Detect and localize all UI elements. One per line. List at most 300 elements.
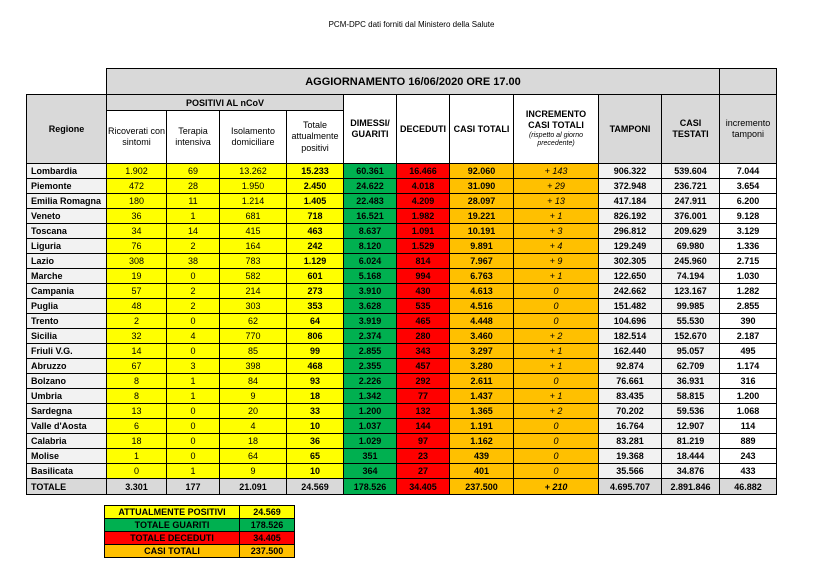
cell-casi-testati: 58.815	[662, 389, 720, 404]
cell-casi-testati: 69.980	[662, 239, 720, 254]
table-row	[27, 419, 777, 434]
cell-tamponi: 19.368	[599, 449, 662, 464]
table-row	[27, 329, 777, 344]
cell-tamponi: 826.192	[599, 209, 662, 224]
total-cell-dimessi: 178.526	[344, 479, 397, 495]
cell-incremento: 0	[514, 314, 599, 329]
table-row	[27, 284, 777, 299]
cell-incremento-tamponi: 316	[720, 374, 777, 389]
header-dimessi: DIMESSI/ GUARITI	[344, 95, 397, 164]
cell-casi-testati: 247.911	[662, 194, 720, 209]
cell-isolamento: 20	[220, 404, 287, 419]
cell-ricoverati: 8	[107, 374, 167, 389]
cell-ricoverati: 14	[107, 344, 167, 359]
cell-regione: Friuli V.G.	[27, 344, 107, 359]
cell-incremento: 0	[514, 374, 599, 389]
table-row	[27, 344, 777, 359]
header-terapia: Terapia intensiva	[167, 111, 220, 164]
header-incremento-tamponi: incremento tamponi	[720, 95, 777, 164]
cell-incremento: + 1	[514, 209, 599, 224]
cell-incremento: + 1	[514, 344, 599, 359]
cell-casi-totali: 10.191	[450, 224, 514, 239]
cell-incremento: 0	[514, 449, 599, 464]
table-row	[27, 179, 777, 194]
cell-terapia: 38	[167, 254, 220, 269]
cell-incremento: + 1	[514, 269, 599, 284]
cell-regione: Puglia	[27, 299, 107, 314]
cell-terapia: 0	[167, 269, 220, 284]
cell-incremento: + 143	[514, 164, 599, 179]
cell-ricoverati: 308	[107, 254, 167, 269]
cell-isolamento: 1.950	[220, 179, 287, 194]
header-casi-totali: CASI TOTALI	[450, 95, 514, 164]
cell-terapia: 11	[167, 194, 220, 209]
cell-incremento-tamponi: 1.282	[720, 284, 777, 299]
cell-deceduti: 1.529	[397, 239, 450, 254]
cell-tamponi: 70.202	[599, 404, 662, 419]
cell-dimessi: 1.029	[344, 434, 397, 449]
cell-totale-positivi: 468	[287, 359, 344, 374]
cell-isolamento: 303	[220, 299, 287, 314]
summary-value: 34.405	[240, 532, 295, 545]
total-cell-ricoverati: 3.301	[107, 479, 167, 495]
cell-tamponi: 129.249	[599, 239, 662, 254]
cell-incremento-tamponi: 2.855	[720, 299, 777, 314]
cell-regione: Veneto	[27, 209, 107, 224]
cell-deceduti: 1.982	[397, 209, 450, 224]
cell-terapia: 0	[167, 404, 220, 419]
cell-terapia: 2	[167, 299, 220, 314]
source-caption: PCM-DPC dati forniti dal Ministero della Salute	[328, 20, 495, 29]
cell-dimessi: 24.622	[344, 179, 397, 194]
header-isolamento: Isolamento domiciliare	[220, 111, 287, 164]
cell-casi-totali: 6.763	[450, 269, 514, 284]
cell-dimessi: 351	[344, 449, 397, 464]
cell-dimessi: 1.342	[344, 389, 397, 404]
cell-totale-positivi: 99	[287, 344, 344, 359]
table-row	[27, 374, 777, 389]
cell-ricoverati: 472	[107, 179, 167, 194]
cell-casi-testati: 99.985	[662, 299, 720, 314]
cell-totale-positivi: 242	[287, 239, 344, 254]
cell-regione: Emilia Romagna	[27, 194, 107, 209]
summary-label: ATTUALMENTE POSITIVI	[105, 506, 240, 519]
cell-deceduti: 1.091	[397, 224, 450, 239]
cell-tamponi: 92.874	[599, 359, 662, 374]
cell-tamponi: 372.948	[599, 179, 662, 194]
total-cell-incremento: + 210	[514, 479, 599, 495]
cell-totale-positivi: 1.405	[287, 194, 344, 209]
cell-tamponi: 16.764	[599, 419, 662, 434]
header-regione: Regione	[27, 95, 107, 164]
cell-totale-positivi: 93	[287, 374, 344, 389]
cell-deceduti: 144	[397, 419, 450, 434]
cell-incremento: + 1	[514, 389, 599, 404]
cell-ricoverati: 36	[107, 209, 167, 224]
cell-terapia: 1	[167, 209, 220, 224]
summary-label: TOTALE GUARITI	[105, 519, 240, 532]
summary-row	[105, 506, 295, 519]
cell-deceduti: 430	[397, 284, 450, 299]
summary-row	[105, 545, 295, 558]
cell-casi-testati: 34.876	[662, 464, 720, 479]
cell-dimessi: 2.855	[344, 344, 397, 359]
cell-incremento: + 2	[514, 404, 599, 419]
cell-regione: Basilicata	[27, 464, 107, 479]
table-row	[27, 464, 777, 479]
cell-dimessi: 8.637	[344, 224, 397, 239]
header-ricoverati: Ricoverati con sintomi	[107, 111, 167, 164]
cell-terapia: 2	[167, 239, 220, 254]
cell-totale-positivi: 601	[287, 269, 344, 284]
cell-casi-totali: 9.891	[450, 239, 514, 254]
cell-regione: Umbria	[27, 389, 107, 404]
cell-ricoverati: 2	[107, 314, 167, 329]
cell-totale-positivi: 806	[287, 329, 344, 344]
cell-isolamento: 13.262	[220, 164, 287, 179]
summary-value: 237.500	[240, 545, 295, 558]
cell-tamponi: 417.184	[599, 194, 662, 209]
cell-ricoverati: 76	[107, 239, 167, 254]
cell-incremento-tamponi: 2.715	[720, 254, 777, 269]
cell-dimessi: 60.361	[344, 164, 397, 179]
cell-totale-positivi: 1.129	[287, 254, 344, 269]
cell-casi-testati: 209.629	[662, 224, 720, 239]
cell-tamponi: 104.696	[599, 314, 662, 329]
cell-casi-testati: 245.960	[662, 254, 720, 269]
cell-isolamento: 164	[220, 239, 287, 254]
cell-tamponi: 151.482	[599, 299, 662, 314]
table-row	[27, 164, 777, 179]
cell-terapia: 1	[167, 389, 220, 404]
cell-casi-testati: 123.167	[662, 284, 720, 299]
total-cell-tamponi: 4.695.707	[599, 479, 662, 495]
cell-casi-testati: 18.444	[662, 449, 720, 464]
cell-incremento-tamponi: 7.044	[720, 164, 777, 179]
cell-incremento: + 4	[514, 239, 599, 254]
cell-incremento-tamponi: 1.174	[720, 359, 777, 374]
cell-deceduti: 280	[397, 329, 450, 344]
cell-casi-testati: 74.194	[662, 269, 720, 284]
cell-terapia: 69	[167, 164, 220, 179]
cell-incremento-tamponi: 9.128	[720, 209, 777, 224]
cell-totale-positivi: 718	[287, 209, 344, 224]
total-cell-terapia: 177	[167, 479, 220, 495]
cell-totale-positivi: 10	[287, 419, 344, 434]
cell-incremento: 0	[514, 284, 599, 299]
cell-casi-totali: 31.090	[450, 179, 514, 194]
cell-casi-testati: 81.219	[662, 434, 720, 449]
cell-incremento-tamponi: 3.654	[720, 179, 777, 194]
cell-casi-testati: 36.931	[662, 374, 720, 389]
cell-casi-testati: 12.907	[662, 419, 720, 434]
cell-totale-positivi: 463	[287, 224, 344, 239]
table-row	[27, 299, 777, 314]
cell-totale-positivi: 65	[287, 449, 344, 464]
cell-dimessi: 3.910	[344, 284, 397, 299]
table-row	[27, 314, 777, 329]
cell-casi-testati: 539.604	[662, 164, 720, 179]
cell-casi-totali: 1.365	[450, 404, 514, 419]
cell-casi-testati: 62.709	[662, 359, 720, 374]
cell-dimessi: 364	[344, 464, 397, 479]
summary-label: CASI TOTALI	[105, 545, 240, 558]
cell-dimessi: 8.120	[344, 239, 397, 254]
header-incremento-label: INCREMENTO CASI TOTALI	[525, 109, 587, 131]
cell-incremento-tamponi: 889	[720, 434, 777, 449]
table-row	[27, 434, 777, 449]
cell-deceduti: 27	[397, 464, 450, 479]
cell-tamponi: 296.812	[599, 224, 662, 239]
table-row	[27, 224, 777, 239]
cell-dimessi: 5.168	[344, 269, 397, 284]
cell-casi-totali: 1.162	[450, 434, 514, 449]
total-cell-isolamento: 21.091	[220, 479, 287, 495]
cell-totale-positivi: 10	[287, 464, 344, 479]
cell-isolamento: 398	[220, 359, 287, 374]
cell-ricoverati: 34	[107, 224, 167, 239]
cell-incremento-tamponi: 433	[720, 464, 777, 479]
cell-isolamento: 9	[220, 389, 287, 404]
cell-deceduti: 77	[397, 389, 450, 404]
header-tamponi: TAMPONI	[599, 95, 662, 164]
cell-tamponi: 162.440	[599, 344, 662, 359]
cell-incremento: + 2	[514, 329, 599, 344]
cell-incremento: 0	[514, 464, 599, 479]
cell-dimessi: 2.355	[344, 359, 397, 374]
cell-regione: Liguria	[27, 239, 107, 254]
cell-incremento-tamponi: 114	[720, 419, 777, 434]
cell-regione: Bolzano	[27, 374, 107, 389]
cell-casi-totali: 7.967	[450, 254, 514, 269]
cell-terapia: 28	[167, 179, 220, 194]
cell-totale-positivi: 273	[287, 284, 344, 299]
cell-regione: Calabria	[27, 434, 107, 449]
cell-totale-positivi: 36	[287, 434, 344, 449]
cell-tamponi: 76.661	[599, 374, 662, 389]
cell-deceduti: 343	[397, 344, 450, 359]
cell-terapia: 1	[167, 374, 220, 389]
summary-label: TOTALE DECEDUTI	[105, 532, 240, 545]
summary-value: 24.569	[240, 506, 295, 519]
total-cell-deceduti: 34.405	[397, 479, 450, 495]
cell-casi-totali: 19.221	[450, 209, 514, 224]
cell-casi-totali: 92.060	[450, 164, 514, 179]
cell-isolamento: 9	[220, 464, 287, 479]
total-cell-casi-totali: 237.500	[450, 479, 514, 495]
cell-regione: Marche	[27, 269, 107, 284]
cell-dimessi: 3.628	[344, 299, 397, 314]
cell-ricoverati: 6	[107, 419, 167, 434]
header-grey-corner	[720, 69, 777, 95]
cell-ricoverati: 1	[107, 449, 167, 464]
cell-deceduti: 292	[397, 374, 450, 389]
cell-incremento-tamponi: 495	[720, 344, 777, 359]
cell-incremento: 0	[514, 434, 599, 449]
cell-casi-testati: 152.670	[662, 329, 720, 344]
cell-casi-totali: 1.191	[450, 419, 514, 434]
cell-totale-positivi: 353	[287, 299, 344, 314]
cell-isolamento: 1.214	[220, 194, 287, 209]
cell-terapia: 0	[167, 344, 220, 359]
total-cell-regione: TOTALE	[27, 479, 107, 495]
cell-deceduti: 132	[397, 404, 450, 419]
cell-ricoverati: 13	[107, 404, 167, 419]
cell-ricoverati: 57	[107, 284, 167, 299]
cell-totale-positivi: 15.233	[287, 164, 344, 179]
cell-isolamento: 64	[220, 449, 287, 464]
cell-deceduti: 994	[397, 269, 450, 284]
cell-casi-totali: 401	[450, 464, 514, 479]
cell-deceduti: 535	[397, 299, 450, 314]
cell-isolamento: 681	[220, 209, 287, 224]
cell-dimessi: 1.037	[344, 419, 397, 434]
cell-terapia: 2	[167, 284, 220, 299]
covid-regional-table	[26, 68, 777, 495]
cell-totale-positivi: 2.450	[287, 179, 344, 194]
cell-regione: Sardegna	[27, 404, 107, 419]
cell-casi-testati: 59.536	[662, 404, 720, 419]
total-cell-casi-testati: 2.891.846	[662, 479, 720, 495]
cell-casi-totali: 3.460	[450, 329, 514, 344]
header-incremento	[514, 95, 599, 164]
cell-isolamento: 415	[220, 224, 287, 239]
cell-tamponi: 83.435	[599, 389, 662, 404]
cell-deceduti: 16.466	[397, 164, 450, 179]
cell-isolamento: 18	[220, 434, 287, 449]
cell-incremento-tamponi: 2.187	[720, 329, 777, 344]
cell-ricoverati: 0	[107, 464, 167, 479]
cell-incremento: + 1	[514, 359, 599, 374]
cell-ricoverati: 8	[107, 389, 167, 404]
cell-terapia: 0	[167, 449, 220, 464]
cell-terapia: 1	[167, 464, 220, 479]
total-cell-totale-positivi: 24.569	[287, 479, 344, 495]
cell-tamponi: 122.650	[599, 269, 662, 284]
cell-ricoverati: 48	[107, 299, 167, 314]
cell-incremento-tamponi: 1.030	[720, 269, 777, 284]
cell-regione: Lombardia	[27, 164, 107, 179]
table-row	[27, 209, 777, 224]
cell-terapia: 3	[167, 359, 220, 374]
update-title: AGGIORNAMENTO 16/06/2020 ORE 17.00	[107, 69, 720, 95]
cell-dimessi: 3.919	[344, 314, 397, 329]
table-row	[27, 389, 777, 404]
cell-incremento-tamponi: 243	[720, 449, 777, 464]
cell-incremento: + 13	[514, 194, 599, 209]
cell-dimessi: 2.226	[344, 374, 397, 389]
totals-row	[27, 479, 777, 495]
cell-regione: Sicilia	[27, 329, 107, 344]
cell-casi-testati: 55.530	[662, 314, 720, 329]
cell-incremento-tamponi: 1.336	[720, 239, 777, 254]
cell-tamponi: 83.281	[599, 434, 662, 449]
cell-totale-positivi: 18	[287, 389, 344, 404]
cell-ricoverati: 180	[107, 194, 167, 209]
cell-casi-totali: 4.448	[450, 314, 514, 329]
cell-casi-totali: 4.613	[450, 284, 514, 299]
cell-totale-positivi: 64	[287, 314, 344, 329]
cell-casi-testati: 236.721	[662, 179, 720, 194]
cell-tamponi: 302.305	[599, 254, 662, 269]
table-row	[27, 194, 777, 209]
cell-ricoverati: 67	[107, 359, 167, 374]
cell-incremento-tamponi: 6.200	[720, 194, 777, 209]
cell-incremento-tamponi: 390	[720, 314, 777, 329]
cell-deceduti: 23	[397, 449, 450, 464]
cell-regione: Valle d'Aosta	[27, 419, 107, 434]
cell-terapia: 14	[167, 224, 220, 239]
cell-incremento: + 3	[514, 224, 599, 239]
cell-ricoverati: 32	[107, 329, 167, 344]
cell-casi-totali: 1.437	[450, 389, 514, 404]
summary-row	[105, 532, 295, 545]
cell-incremento: 0	[514, 299, 599, 314]
cell-regione: Campania	[27, 284, 107, 299]
cell-regione: Abruzzo	[27, 359, 107, 374]
cell-casi-totali: 3.280	[450, 359, 514, 374]
cell-dimessi: 22.483	[344, 194, 397, 209]
cell-casi-totali: 2.611	[450, 374, 514, 389]
cell-deceduti: 465	[397, 314, 450, 329]
cell-deceduti: 4.018	[397, 179, 450, 194]
table-row	[27, 269, 777, 284]
cell-totale-positivi: 33	[287, 404, 344, 419]
cell-casi-totali: 28.097	[450, 194, 514, 209]
cell-tamponi: 906.322	[599, 164, 662, 179]
header-positivi-group: POSITIVI AL nCoV	[107, 95, 344, 111]
cell-regione: Piemonte	[27, 179, 107, 194]
cell-regione: Toscana	[27, 224, 107, 239]
cell-incremento: 0	[514, 419, 599, 434]
cell-terapia: 0	[167, 314, 220, 329]
cell-isolamento: 783	[220, 254, 287, 269]
cell-tamponi: 35.566	[599, 464, 662, 479]
cell-incremento: + 9	[514, 254, 599, 269]
summary-row	[105, 519, 295, 532]
cell-isolamento: 85	[220, 344, 287, 359]
cell-casi-totali: 439	[450, 449, 514, 464]
cell-dimessi: 2.374	[344, 329, 397, 344]
cell-incremento: + 29	[514, 179, 599, 194]
table-row	[27, 449, 777, 464]
summary-value: 178.526	[240, 519, 295, 532]
cell-ricoverati: 19	[107, 269, 167, 284]
cell-regione: Molise	[27, 449, 107, 464]
cell-isolamento: 84	[220, 374, 287, 389]
cell-regione: Trento	[27, 314, 107, 329]
cell-casi-totali: 3.297	[450, 344, 514, 359]
cell-deceduti: 97	[397, 434, 450, 449]
cell-isolamento: 770	[220, 329, 287, 344]
cell-deceduti: 814	[397, 254, 450, 269]
header-gap	[27, 69, 107, 95]
header-casi-testati: CASI TESTATI	[662, 95, 720, 164]
table-row	[27, 359, 777, 374]
cell-dimessi: 1.200	[344, 404, 397, 419]
cell-isolamento: 214	[220, 284, 287, 299]
table-row	[27, 404, 777, 419]
cell-terapia: 0	[167, 419, 220, 434]
cell-casi-totali: 4.516	[450, 299, 514, 314]
cell-isolamento: 4	[220, 419, 287, 434]
cell-dimessi: 6.024	[344, 254, 397, 269]
header-deceduti: DECEDUTI	[397, 95, 450, 164]
cell-isolamento: 62	[220, 314, 287, 329]
cell-ricoverati: 18	[107, 434, 167, 449]
table-row	[27, 239, 777, 254]
cell-incremento-tamponi: 1.068	[720, 404, 777, 419]
